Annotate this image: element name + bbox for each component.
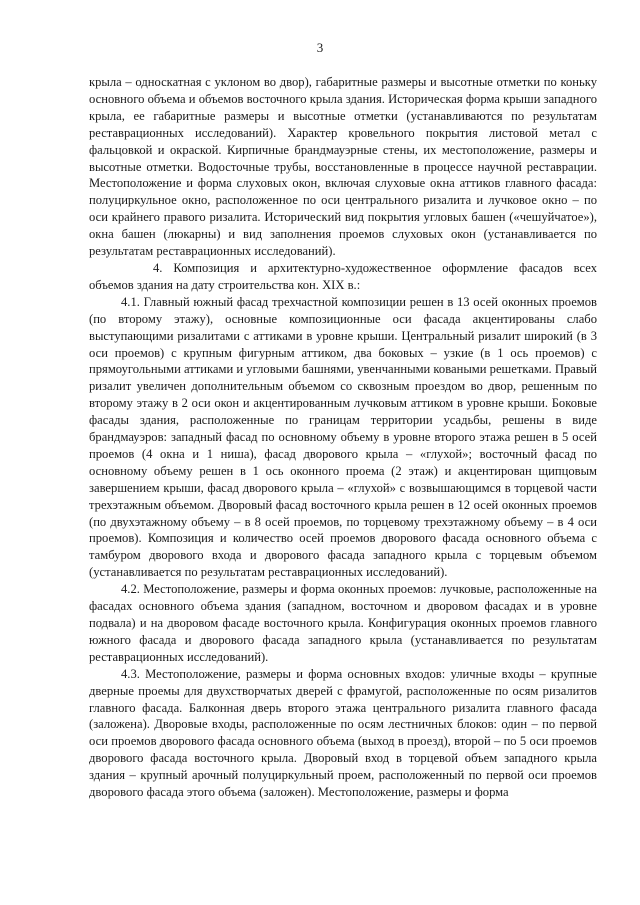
document-body xyxy=(89,74,597,801)
paragraph-section-4 xyxy=(89,260,597,294)
paragraph-roof: крыла – односкатная с уклоном во двор), габаритные размеры и высотные отметки по коньку основного объема и объемов восточного крыла здания. Историческая форма крыши западного крыла, ее габаритные размеры и высотные отметки (устанавливаются по результатам реставрационных исследований). Характер кровельного покрытия листовой метал с фальцовкой и окраской. Кирпичные брандмауэрные стены, их местоположение, размеры и высотные отметки. Водосточные трубы, восстановленные в процессе научной реставрации. Местоположение и форма слуховых окон, включая слуховые окна аттиков главного фасада: полуциркульное окно, расположенное по оси центрального ризалита и лучковое окно – по оси крайнего правого ризалита. Исторический вид покрытия угловых башен («чешуйчатое»), окна башен (люкарны) и вид заполнения проемов слуховых окон (устанавливается по результатам реставрационных исследований). xyxy=(89,75,597,259)
paragraph-4-1: 4.1. Главный южный фасад трехчастной композиции решен в 13 осей оконных проемов (по второму этажу), основные композиционные оси фасада акцентированы слабо выступающими ризалитами с аттиками в уровне крыши. Центральный ризалит широкий (в 3 оси проемов) с крупным фигурным аттиком, два боковых – узкие (в 1 ось проемов) с прямоугольными аттиками и угловыми башнями, увенчанными коваными решетками. Правый ризалит увеличен дополнительным объемом со сквозным проездом во двор, решенным по второму этажу в 2 оси окон и акцентированным лучковым аттиком в уровне крыши. Боковые фасады здания, расположенные по границам территории усадьбы, решены в виде брандмауэров: западный фасад по основному объему в уровне второго этажа решен в 5 осей проемов (4 окна и 1 ниша), фасад дворового крыла – «глухой»; восточный фасад по основному объему решен в 1 ось оконного проема (2 этаж) и акцентирован щипцовым завершением крыши, фасад дворового крыла – «глухой» с возвышающимся в торцевой части трехэтажным объемом. Дворовый фасад восточного крыла решен в 12 осей оконных проемов (по двухэтажному объему – в 8 осей проемов, по торцевому трехэтажному объему – в 4 оси проемов). Композиция и количество осей проемов дворового фасада основного объема с тамбуром дворового входа и дворового фасада западного крыла с торцевым объемом (устанавливается по результатам реставрационных исследований). xyxy=(89,294,597,580)
section-title: Композиция и архитектурно-художественное оформление фасадов всех объемов здания на дату строительства кон. XIX в.: xyxy=(89,260,597,292)
paragraph-4-2: 4.2. Местоположение, размеры и форма оконных проемов: лучковые, расположенные на фасадах основного объема здания (западном, восточном и дворовом фасадах и в уровне подвала) и на дворовом фасаде восточного крыла. Конфигурация оконных проемов главного южного фасада и дворового фасада западного крыла (устанавливается по результатам реставрационных исследований). xyxy=(89,582,597,664)
section-number: 4. xyxy=(153,260,163,275)
paragraph-4-3: 4.3. Местоположение, размеры и форма основных входов: уличные входы – крупные дверные проемы для двухстворчатых дверей с фрамугой, расположенные по осям ризалитов главного фасада. Балконная дверь второго этажа центрального ризалита главного фасада (заложена). Дворовые входы, расположенные по осям лестничных блоков: один – по первой оси проемов дворового фасада основного объема (выход в проезд), второй – по 5 оси проемов дворового фасада восточного крыла. Дворовый вход в торцевой объем западного крыла здания – крупный арочный полуциркульный проем, расположенный по первой оси проемов дворового фасада этого объема (заложен). Местоположение, размеры и форма xyxy=(89,666,597,800)
page-number: 3 xyxy=(316,40,324,55)
